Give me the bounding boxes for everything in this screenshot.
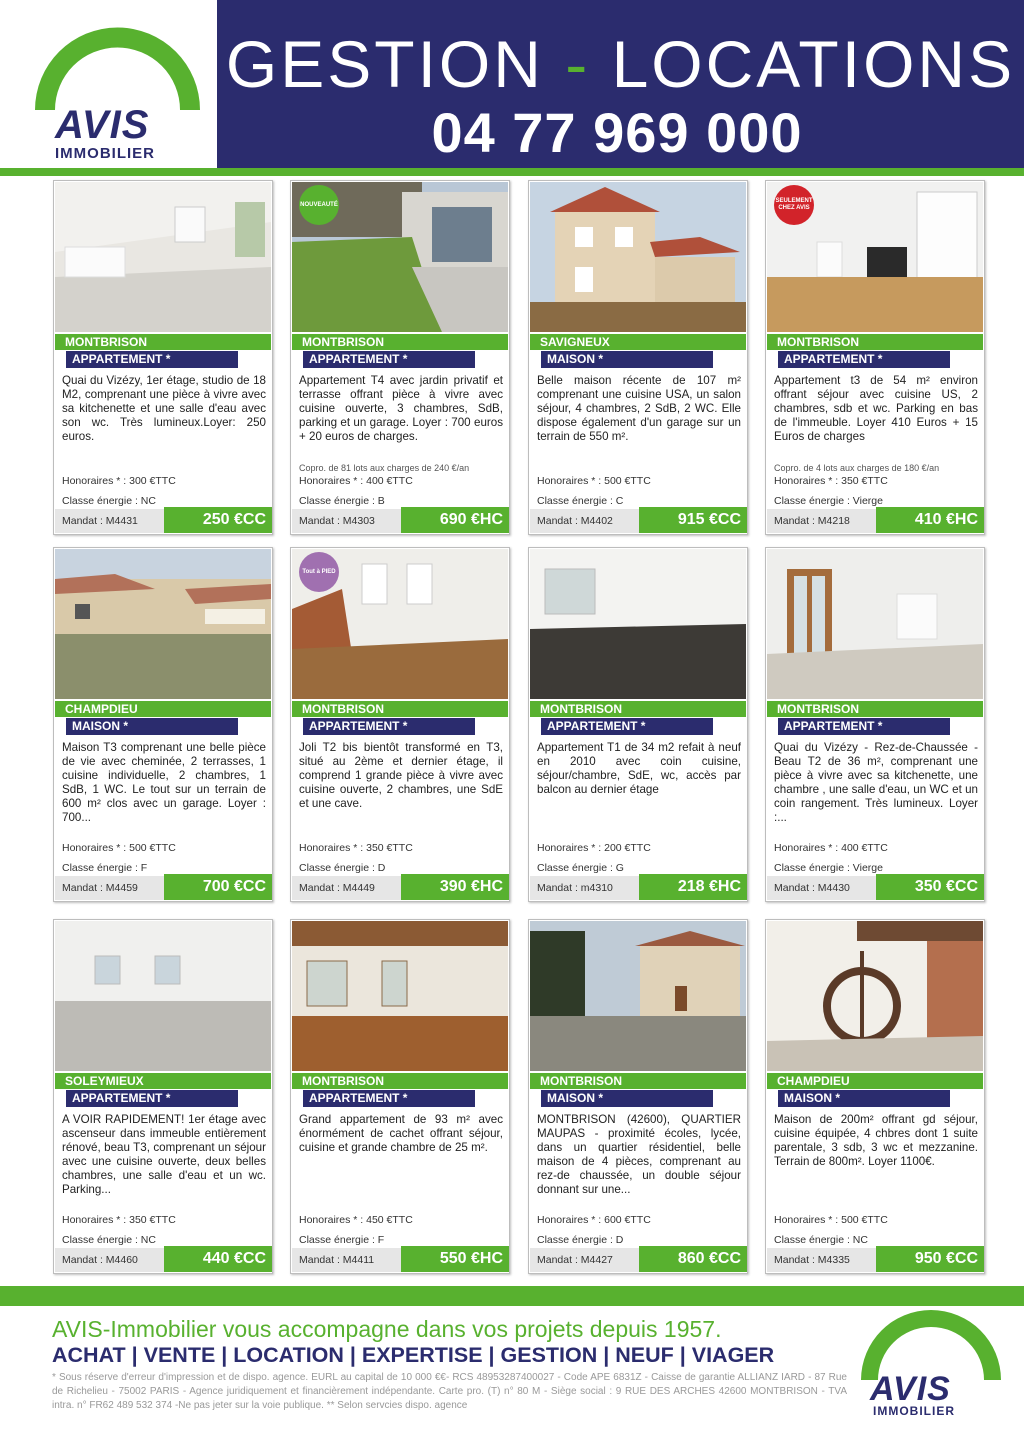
listing-card[interactable] bbox=[290, 547, 510, 902]
listing-fees: Honoraires * : 350 €TTC bbox=[299, 842, 413, 854]
header-divider bbox=[0, 168, 1024, 176]
photo-house-trees bbox=[530, 921, 746, 1071]
listing-type: APPARTEMENT * bbox=[778, 351, 950, 368]
listing-energy-class: Classe énergie : F bbox=[299, 1234, 385, 1246]
logo-subtitle: IMMOBILIER bbox=[55, 145, 155, 162]
listing-type: APPARTEMENT * bbox=[303, 718, 475, 735]
listing-description: Appartement t3 de 54 m² environ offrant séjour avec cuisine US, 2 chambres, sdb et wc. Parking en bas de l'immeuble. Loyer 410 Euros + 15 Euros de charges bbox=[774, 374, 978, 443]
listing-description: MONTBRISON (42600), QUARTIER MAUPAS - proximité écoles, lycée, dans un quartier résidentiel, belle maison de 4 pièces, comprenant au rez-de chaussée, un double séjour donnant sur une... bbox=[537, 1113, 741, 1196]
listing-photo[interactable] bbox=[292, 921, 508, 1071]
listing-fees: Honoraires * : 350 €TTC bbox=[62, 1214, 176, 1226]
photo-spiral-stairs bbox=[767, 921, 983, 1071]
listing-price: 915 €CC bbox=[639, 507, 747, 533]
listing-copro: Copro. de 4 lots aux charges de 180 €/an bbox=[774, 463, 940, 473]
listing-card[interactable] bbox=[765, 919, 985, 1274]
listing-energy-class: Classe énergie : Vierge bbox=[774, 495, 883, 507]
listing-energy-class: Classe énergie : D bbox=[299, 862, 386, 874]
listing-energy-class: Classe énergie : D bbox=[537, 1234, 624, 1246]
listing-city: MONTBRISON bbox=[292, 701, 508, 717]
listing-city: CHAMPDIEU bbox=[767, 1073, 983, 1089]
listing-city: MONTBRISON bbox=[767, 701, 983, 717]
listing-energy-class: Classe énergie : B bbox=[299, 495, 385, 507]
listing-city: MONTBRISON bbox=[55, 334, 271, 350]
photo-house-yard bbox=[55, 549, 271, 699]
listing-description: Quai du Vizézy, 1er étage, studio de 18 M2, comprenant une pièce à vivre avec sa kitchenette et une salle d'eau avec son wc. Très lumineux.Loyer: 250 euros. bbox=[62, 374, 266, 443]
listing-type: MAISON * bbox=[66, 718, 238, 735]
listing-card[interactable] bbox=[528, 919, 748, 1274]
listing-description: Joli T2 bis bientôt transformé en T3, situé au 2ème et dernier étage, il comprend 1 grande pièce à vivre avec cuisine ouverte, 2 chambres, une SdE et une cave. bbox=[299, 741, 503, 810]
listing-mandat: Mandat : M4430 bbox=[774, 882, 850, 894]
listing-type: MAISON * bbox=[541, 351, 713, 368]
listing-mandat: Mandat : M4411 bbox=[299, 1254, 375, 1266]
photo-interior-beams bbox=[292, 921, 508, 1071]
listing-fees: Honoraires * : 600 €TTC bbox=[537, 1214, 651, 1226]
listing-city: MONTBRISON bbox=[530, 701, 746, 717]
listing-price: 700 €CC bbox=[164, 874, 272, 900]
listing-card[interactable] bbox=[53, 180, 273, 535]
listing-price: 440 €CC bbox=[164, 1246, 272, 1272]
listing-city: MONTBRISON bbox=[530, 1073, 746, 1089]
listing-card[interactable] bbox=[528, 180, 748, 535]
listing-energy-class: Classe énergie : Vierge bbox=[774, 862, 883, 874]
listing-energy-class: Classe énergie : G bbox=[537, 862, 624, 874]
listing-city: MONTBRISON bbox=[767, 334, 983, 350]
photo-interior-empty-room bbox=[55, 921, 271, 1071]
photo-interior-white-kitchen bbox=[55, 182, 271, 332]
listing-city: MONTBRISON bbox=[292, 1073, 508, 1089]
listing-type: APPARTEMENT * bbox=[66, 351, 238, 368]
footer-slogan: AVIS-Immobilier vous accompagne dans vos projets depuis 1957. bbox=[52, 1316, 722, 1342]
listing-energy-class: Classe énergie : C bbox=[537, 495, 624, 507]
listing-card[interactable] bbox=[765, 547, 985, 902]
listing-mandat: Mandat : M4402 bbox=[537, 515, 613, 527]
footer-services: ACHAT | VENTE | LOCATION | EXPERTISE | GESTION | NEUF | VIAGER bbox=[52, 1343, 775, 1367]
listing-mandat: Mandat : M4427 bbox=[537, 1254, 613, 1266]
listing-description: A VOIR RAPIDEMENT! 1er étage avec ascenseur dans immeuble entièrement rénové, beau T3, comprenant un séjour avec une cuisine ouverte, deux belles chambres, une salle d'eau et un wc. Parking... bbox=[62, 1113, 266, 1196]
listing-mandat: Mandat : M4303 bbox=[299, 515, 375, 527]
listing-energy-class: Classe énergie : F bbox=[62, 862, 148, 874]
listing-price: 950 €CC bbox=[876, 1246, 984, 1272]
listing-type: APPARTEMENT * bbox=[541, 718, 713, 735]
page-title bbox=[217, 26, 1024, 102]
listing-fees: Honoraires * : 400 €TTC bbox=[299, 475, 413, 487]
title-right: LOCATIONS bbox=[611, 27, 1016, 101]
listing-description: Appartement T4 avec jardin privatif et terrasse offrant pièce à vivre avec cuisine ouverte, 3 chambres, SdB, parking et un garage. Loyer : 700 euros + 20 euros de charges. bbox=[299, 374, 503, 443]
listing-badge: Tout à PIED bbox=[299, 552, 339, 592]
listing-energy-class: Classe énergie : NC bbox=[774, 1234, 868, 1246]
listing-badge: NOUVEAUTÉ bbox=[299, 185, 339, 225]
listing-description: Belle maison récente de 107 m² comprenant une cuisine USA, un salon séjour, 4 chambres, 2 SdB, 2 WC. Elle dispose également d'un garage sur un terrain de 550 m². bbox=[537, 374, 741, 443]
listing-photo[interactable] bbox=[55, 549, 271, 699]
listing-mandat: Mandat : M4431 bbox=[62, 515, 138, 527]
listing-fees: Honoraires * : 200 €TTC bbox=[537, 842, 651, 854]
listing-type: APPARTEMENT * bbox=[66, 1090, 238, 1107]
listing-price: 390 €HC bbox=[401, 874, 509, 900]
listing-card[interactable] bbox=[290, 919, 510, 1274]
listing-city: CHAMPDIEU bbox=[55, 701, 271, 717]
listing-fees: Honoraires * : 450 €TTC bbox=[299, 1214, 413, 1226]
listing-fees: Honoraires * : 500 €TTC bbox=[62, 842, 176, 854]
listing-fees: Honoraires * : 400 €TTC bbox=[774, 842, 888, 854]
listing-description: Appartement T1 de 34 m2 refait à neuf en 2010 avec coin cuisine, séjour/chambre, SdE, wc, accès par balcon au dernier étage bbox=[537, 741, 741, 796]
listing-photo[interactable] bbox=[767, 549, 983, 699]
listing-city: MONTBRISON bbox=[292, 334, 508, 350]
listing-photo[interactable] bbox=[530, 182, 746, 332]
listing-mandat: Mandat : M4335 bbox=[774, 1254, 850, 1266]
listing-mandat: Mandat : M4460 bbox=[62, 1254, 138, 1266]
footer-logo-name: AVIS bbox=[870, 1370, 951, 1408]
listing-card[interactable] bbox=[528, 547, 748, 902]
listing-badge: SEULEMENT CHEZ AVIS bbox=[774, 185, 814, 225]
listing-price: 860 €CC bbox=[639, 1246, 747, 1272]
listing-photo[interactable] bbox=[767, 921, 983, 1071]
footer-logo-subtitle: IMMOBILIER bbox=[873, 1404, 955, 1418]
header bbox=[0, 0, 1024, 172]
listing-mandat: Mandat : M4449 bbox=[299, 882, 375, 894]
listing-price: 250 €CC bbox=[164, 507, 272, 533]
listing-fees: Honoraires * : 300 €TTC bbox=[62, 475, 176, 487]
photo-interior-dark-floor bbox=[530, 549, 746, 699]
listing-description: Quai du Vizézy - Rez-de-Chaussée - Beau T2 de 36 m², comprenant une pièce à vivre avec sa kitchenette, une chambre , une salle d'eau, un WC et un coin rangement. Très lumineux. Loyer :... bbox=[774, 741, 978, 824]
listing-description: Maison de 200m² offrant gd séjour, cuisine équipée, 4 chbres dont 1 suite parentale, 3 sdb, 3 wc et mezzanine. Terrain de 800m². Loyer 1100€. bbox=[774, 1113, 978, 1168]
listing-card[interactable] bbox=[53, 547, 273, 902]
listing-city: SOLEYMIEUX bbox=[55, 1073, 271, 1089]
listing-type: MAISON * bbox=[541, 1090, 713, 1107]
photo-house-exterior bbox=[530, 182, 746, 332]
listing-type: APPARTEMENT * bbox=[303, 351, 475, 368]
listing-card[interactable] bbox=[765, 180, 985, 535]
listing-energy-class: Classe énergie : NC bbox=[62, 1234, 156, 1246]
listing-fees: Honoraires * : 350 €TTC bbox=[774, 475, 888, 487]
listing-price: 690 €HC bbox=[401, 507, 509, 533]
phone-number[interactable]: 04 77 969 000 bbox=[431, 101, 803, 164]
listing-photo[interactable] bbox=[55, 921, 271, 1071]
listing-copro: Copro. de 81 lots aux charges de 240 €/an bbox=[299, 463, 470, 473]
title-left: GESTION bbox=[225, 27, 544, 101]
listing-description: Maison T3 comprenant une belle pièce de vie avec cheminée, 2 terrasses, 1 cuisine individuelle, 2 chambres, 1 SdB, 1 WC. Le tout sur un terrain de 600 m² clos avec un garage. Loyer : 700... bbox=[62, 741, 266, 824]
listing-fees: Honoraires * : 500 €TTC bbox=[537, 475, 651, 487]
photo-interior-glass-door bbox=[767, 549, 983, 699]
listing-photo[interactable] bbox=[55, 182, 271, 332]
listing-price: 218 €HC bbox=[639, 874, 747, 900]
footer-legal-notice: * Sous réserve d'erreur d'impression et de dispo. agence. EURL au capital de 10 000 €€- RCS 489532874000​27 - Code APE 6831Z - Caisse de garantie ALLIANZ IARD - 87 Rue de Richelieu - 75002 PARIS - Agence juridiquement et financièrement indépendante. Carte pro. (T) n° 80 M - Siège social : 9 RUE DES ARCHES 42600 MONTBRISON - TVA intra. n° FR62 489 532 374 -Ne pas jeter sur la voie publique. ** Selon servcies dispo. agence bbox=[52, 1372, 847, 1411]
footer-divider bbox=[0, 1286, 1024, 1306]
listing-mandat: Mandat : M4218 bbox=[774, 515, 850, 527]
listing-fees: Honoraires * : 500 €TTC bbox=[774, 1214, 888, 1226]
listing-price: 350 €CC bbox=[876, 874, 984, 900]
listing-type: MAISON * bbox=[778, 1090, 950, 1107]
listing-energy-class: Classe énergie : NC bbox=[62, 495, 156, 507]
listing-type: APPARTEMENT * bbox=[303, 1090, 475, 1107]
listing-photo[interactable] bbox=[530, 921, 746, 1071]
listing-card[interactable] bbox=[290, 180, 510, 535]
listing-description: Grand appartement de 93 m² avec énormément de cachet offrant séjour, cuisine et grande chambre de 25 m². bbox=[299, 1113, 503, 1154]
listing-city: SAVIGNEUX bbox=[530, 334, 746, 350]
listing-mandat: Mandat : m4310 bbox=[537, 882, 613, 894]
listing-price: 550 €HC bbox=[401, 1246, 509, 1272]
title-separator: - bbox=[565, 27, 591, 101]
listing-type: APPARTEMENT * bbox=[778, 718, 950, 735]
logo-name: AVIS bbox=[55, 103, 150, 147]
listing-price: 410 €HC bbox=[876, 507, 984, 533]
listing-card[interactable] bbox=[53, 919, 273, 1274]
listing-photo[interactable] bbox=[530, 549, 746, 699]
listing-mandat: Mandat : M4459 bbox=[62, 882, 138, 894]
